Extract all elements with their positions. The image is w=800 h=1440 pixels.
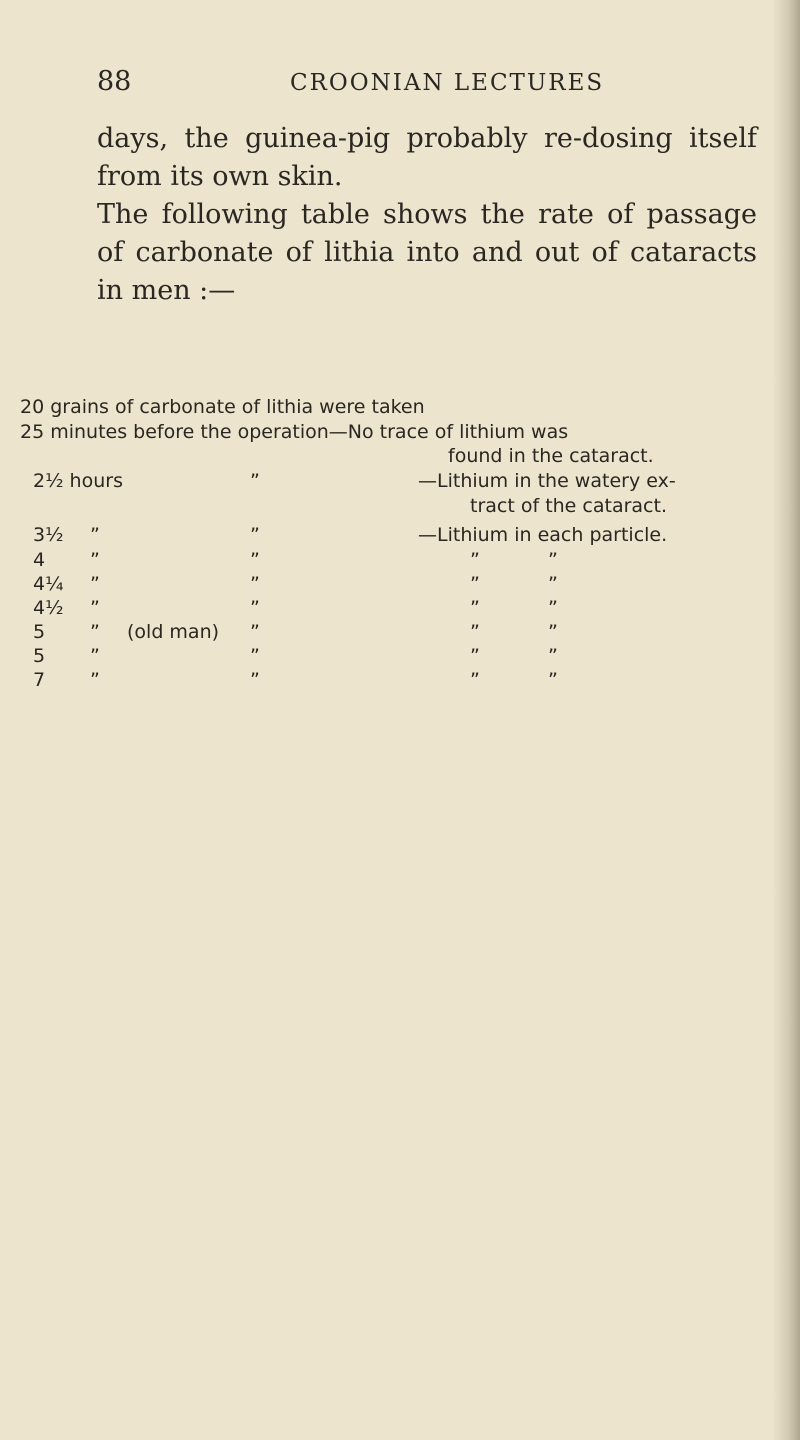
ditto-mark: ” xyxy=(470,669,480,691)
row-time: 3½ xyxy=(33,524,64,546)
row-time: 5 xyxy=(33,645,46,667)
row-time: 5 xyxy=(33,621,46,643)
ditto-mark: ” xyxy=(250,669,260,691)
ditto-mark: ” xyxy=(548,573,558,595)
row-time: 2½ hours xyxy=(33,470,123,492)
ditto-mark: ” xyxy=(548,621,558,643)
intro-line: of carbonate of lithia into and out of cataracts xyxy=(97,237,757,268)
ditto-mark: ” xyxy=(250,470,260,492)
table-lead-line: 25 minutes before the operation—No trace of lithium was xyxy=(20,421,569,443)
ditto-mark: ” xyxy=(548,597,558,619)
ditto-mark: ” xyxy=(250,524,260,546)
ditto-mark: ” xyxy=(548,645,558,667)
ditto-mark: ” xyxy=(250,621,260,643)
row-result: tract of the cataract. xyxy=(470,495,667,517)
ditto-mark: ” xyxy=(90,597,100,619)
intro-line: days, the guinea-pig probably re-dosing itself xyxy=(97,123,757,154)
ditto-mark: ” xyxy=(90,549,100,571)
ditto-mark: ” xyxy=(90,645,100,667)
intro-line: from its own skin. xyxy=(97,161,343,192)
ditto-mark: ” xyxy=(470,621,480,643)
running-head: CROONIAN LECTURES xyxy=(290,70,605,96)
ditto-mark: ” xyxy=(548,549,558,571)
row-note: (old man) xyxy=(127,621,220,643)
ditto-mark: ” xyxy=(470,549,480,571)
ditto-mark: ” xyxy=(250,549,260,571)
intro-line: in men :— xyxy=(97,275,236,306)
row-result: —Lithium in each particle. xyxy=(418,524,668,546)
row-time: 7 xyxy=(33,669,46,691)
ditto-mark: ” xyxy=(90,524,100,546)
ditto-mark: ” xyxy=(250,573,260,595)
intro-paragraph xyxy=(97,120,757,310)
page-number: 88 xyxy=(97,66,132,97)
ditto-mark: ” xyxy=(90,573,100,595)
ditto-mark: ” xyxy=(250,645,260,667)
ditto-mark: ” xyxy=(470,597,480,619)
table-lead-line: found in the cataract. xyxy=(448,445,654,467)
ditto-mark: ” xyxy=(90,621,100,643)
ditto-mark: ” xyxy=(548,669,558,691)
row-time: 4¼ xyxy=(33,573,64,595)
page-edge-shadow xyxy=(772,0,800,1440)
table-lead-line: 20 grains of carbonate of lithia were taken xyxy=(20,396,425,418)
intro-line: The following table shows the rate of passage xyxy=(97,199,757,230)
row-time: 4½ xyxy=(33,597,64,619)
ditto-mark: ” xyxy=(250,597,260,619)
row-time: 4 xyxy=(33,549,46,571)
ditto-mark: ” xyxy=(90,669,100,691)
ditto-mark: ” xyxy=(470,573,480,595)
ditto-mark: ” xyxy=(470,645,480,667)
row-result: —Lithium in the watery ex- xyxy=(418,470,676,492)
